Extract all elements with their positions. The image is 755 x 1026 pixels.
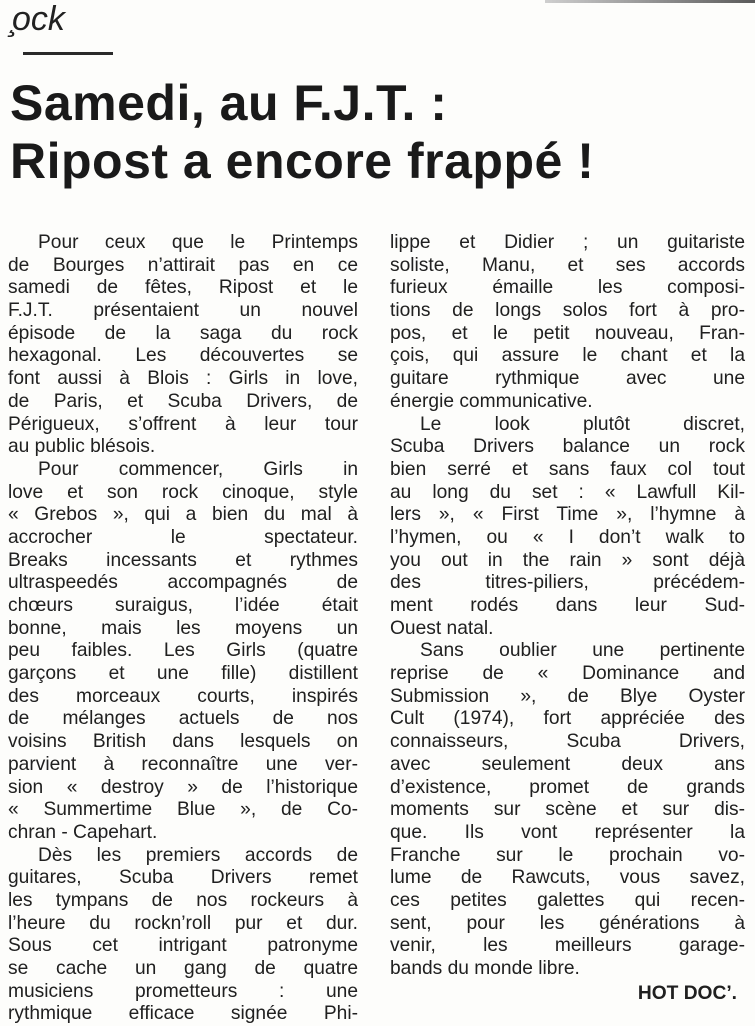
text-line: moments sur scène et sur dis- — [390, 799, 745, 821]
text-line: venir, les meilleurs garage- — [390, 935, 745, 957]
text-line: çois, qui assure le chant et la — [390, 345, 745, 367]
text-line: d’existence, promet de grands — [390, 776, 745, 798]
text-line: Pour ceux que le Printemps — [38, 232, 358, 253]
article-column-left — [8, 232, 358, 1026]
text-line: Pour commencer, Girls in — [38, 458, 358, 480]
text-line: des titres-piliers, précédem- — [390, 572, 745, 594]
author-signature: HOT DOC’. — [637, 982, 737, 1004]
text-line: énergie communicative. — [390, 390, 593, 412]
text-line: l’hymen, ou « I don’t walk to — [390, 526, 745, 548]
text-line: pos, et le petit nouveau, Fran- — [390, 322, 745, 344]
text-line: Franche sur le prochain vo- — [390, 844, 745, 866]
text-line: Dès les premiers accords de — [38, 844, 358, 866]
text-line: ultraspeedés accompagnés de — [8, 572, 358, 594]
text-line: bonne, mais les moyens un — [8, 617, 358, 639]
text-line: de Paris, et Scuba Drivers, de — [8, 390, 358, 412]
text-line: au public blésois. — [8, 436, 156, 458]
text-line: voisins British dans lesquels on — [8, 731, 358, 753]
text-line: musiciens prometteurs : une — [8, 980, 358, 1002]
text-line: Submission », de Blye Oyster — [390, 685, 745, 707]
text-line: bands du monde libre. — [390, 958, 580, 979]
text-line: Sans oublier une pertinente — [420, 640, 745, 662]
section-rubric: ̧ock — [12, 0, 65, 38]
text-line: guitare rythmique avec une — [390, 368, 745, 390]
text-line: « Grebos », qui a bien du mal à — [8, 504, 358, 526]
text-line: garçons et une fille) distillent — [8, 663, 358, 685]
text-line: reprise de « Dominance and — [390, 663, 745, 685]
text-line: furieux émaille les composi- — [390, 277, 745, 299]
top-rule — [545, 0, 755, 3]
headline-line-2: Ripost a encore frappé ! — [10, 133, 595, 189]
text-line: de mélanges actuels de nos — [8, 708, 358, 730]
text-line: Le look plutôt discret, — [420, 413, 745, 435]
text-line: font aussi à Blois : Girls in love, — [8, 368, 358, 390]
text-line: « Summertime Blue », de Co- — [8, 799, 358, 821]
text-line: des morceaux courts, inspirés — [8, 685, 358, 707]
text-line: sion « destroy » de l’historique — [8, 776, 358, 798]
rubric-underline — [23, 52, 113, 55]
text-line: connaisseurs, Scuba Drivers, — [390, 731, 745, 753]
text-line: se cache un gang de quatre — [8, 958, 358, 979]
text-line: rythmique efficace signée Phi- — [8, 1003, 358, 1025]
headline — [10, 74, 750, 190]
text-line: épisode de la saga du rock — [8, 322, 358, 344]
text-line: Cult (1974), fort appréciée des — [390, 708, 745, 730]
text-line: hexagonal. Les découvertes se — [8, 345, 358, 367]
text-line: chran - Capehart. — [8, 821, 158, 843]
text-line: soliste, Manu, et ses accords — [390, 254, 745, 276]
text-line: samedi de fêtes, Ripost et le — [8, 277, 358, 299]
text-line: ces petites galettes qui recen- — [390, 889, 745, 911]
text-line: you out in the rain » sont déjà — [390, 549, 745, 571]
text-line: lume de Rawcuts, vous savez, — [390, 867, 745, 889]
text-line: bien serré et sans faux col tout — [390, 458, 745, 480]
text-line: F.J.T. présentaient un nouvel — [8, 300, 358, 322]
text-line: l’heure du rockn’roll pur et dur. — [8, 912, 358, 934]
text-line: parvient à reconnaître une ver- — [8, 753, 358, 775]
text-line: lippe et Didier ; un guitariste — [390, 232, 745, 253]
text-line: Ouest natal. — [390, 617, 494, 639]
text-line: les tympans de nos rockeurs à — [8, 889, 358, 911]
text-line: guitares, Scuba Drivers remet — [8, 867, 358, 889]
text-line: tions de longs solos fort à pro- — [390, 300, 745, 322]
text-line: Périgueux, s’offrent à leur tour — [8, 413, 358, 435]
article-column-right — [390, 232, 745, 1005]
text-line: love et son rock cinoque, style — [8, 481, 358, 503]
text-line: lers », « First Time », l’hymne à — [390, 504, 745, 526]
text-line: Sous cet intrigant patronyme — [8, 935, 358, 957]
text-line: accrocher le spectateur. — [8, 526, 358, 548]
headline-line-1: Samedi, au F.J.T. : — [10, 75, 448, 131]
text-line: sent, pour les générations à — [390, 912, 745, 934]
text-line: peu faibles. Les Girls (quatre — [8, 640, 358, 662]
text-line: que. Ils vont représenter la — [390, 821, 745, 843]
text-line: Scuba Drivers balance un rock — [390, 436, 745, 458]
text-line: avec seulement deux ans — [390, 753, 745, 775]
text-line: ment rodés dans leur Sud- — [390, 595, 745, 616]
text-line: chœurs suraigus, l’idée était — [8, 595, 358, 616]
text-line: de Bourges n’attirait pas en ce — [8, 254, 358, 276]
text-line: Breaks incessants et rythmes — [8, 549, 358, 571]
text-line: au long du set : « Lawfull Kil- — [390, 481, 745, 503]
